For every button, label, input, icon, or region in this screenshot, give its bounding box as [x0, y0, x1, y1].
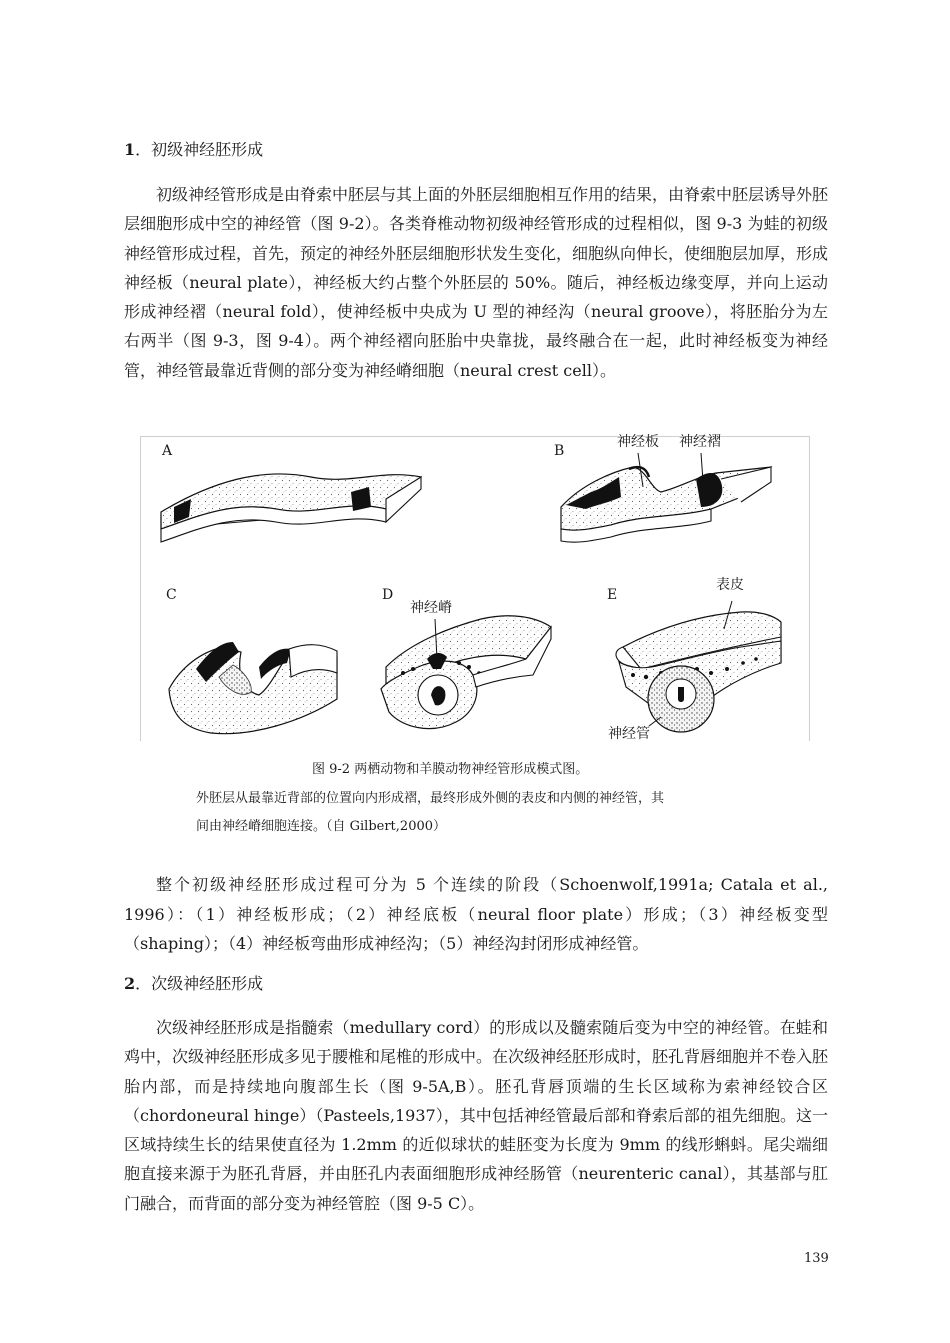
figure-caption-line-1: 外胚层从最靠近背部的位置向内形成褶，最终形成外侧的表皮和内侧的神经管，其: [196, 791, 665, 806]
stages-paragraph: 整个初级神经胚形成过程可分为 5 个连续的阶段（Schoenwolf,1991a; Catala et al., 1996）：（1）神经板形成；（2）神经底板（neural floor plate）形成；（3）神经板变型（shaping）；（4）神经板弯曲形成神经沟；（5）神经沟封闭形成神经管。: [124, 875, 828, 954]
section-1-heading: [124, 140, 263, 160]
section-2-paragraph: 次级神经胚形成是指髓索（medullary cord）的形成以及髓索随后变为中空的神经管。在蛙和鸡中，次级神经胚形成多见于腰椎和尾椎的形成中。在次级神经胚形成时，胚孔背唇细胞并不卷入胚胎内部，而是持续地向腹部生长（图 9-5A,B）。胚孔背唇顶端的生长区域称为索神经铰合区（chordoneural hinge）（Pasteels,1937），其中包括神经管最后部和脊索后部的祖先细胞。这一区域持续生长的结果使直径为 1.2mm 的近似球状的蛙胚变为长度为 9mm 的线形蝌蚪。尾尖端细胞直接来源于为胚孔背唇，并由胚孔内表面细胞形成神经肠管（neurenteric canal），其基部与肛门融合，而背面的部分变为神经管腔（图 9-5 C）。: [124, 1018, 829, 1213]
panel-c-label: C: [166, 587, 177, 603]
section-2-title: ．次级神经胚形成: [135, 974, 264, 993]
figure-9-2: [140, 436, 810, 741]
page-number: 139: [804, 1251, 829, 1266]
panel-a-label: A: [162, 443, 173, 459]
neural-tube-label: 神经管: [608, 726, 650, 742]
panel-b-illustration: [561, 453, 771, 542]
section-2-number: 2: [124, 974, 136, 993]
panel-e-illustration: [616, 601, 781, 732]
neural-fold-label: 神经褶: [679, 434, 721, 450]
section-2-heading: [124, 974, 263, 994]
panel-b-label: B: [554, 443, 565, 459]
neural-tube-diagram: [141, 437, 809, 742]
figure-caption-title: 图 9-2 两栖动物和羊膜动物神经管形成模式图。: [312, 762, 589, 777]
panel-d-illustration: [381, 616, 551, 729]
panel-a-illustration: [161, 474, 421, 542]
section-1-title: ．初级神经胚形成: [135, 140, 264, 159]
figure-caption-line-2: 间由神经嵴细胞连接。（自 Gilbert,2000）: [196, 819, 447, 834]
neural-plate-label: 神经板: [617, 434, 659, 450]
section-1-paragraph: 初级神经管形成是由脊索中胚层与其上面的外胚层细胞相互作用的结果，由脊索中胚层诱导外胚层细胞形成中空的神经管（图 9-2）。各类脊椎动物初级神经管形成的过程相似，图 9-3 为蛙的初级神经管形成过程，首先，预定的神经外胚层细胞形状发生变化，细胞纵向伸长，使细胞层加厚，形成神经板（neural plate），神经板大约占整个外胚层的 50%。随后，神经板边缘变厚，并向上运动形成神经褶（neural fold），使神经板中央成为 U 型的神经沟（neural groove），将胚胎分为左右两半（图 9-3，图 9-4）。两个神经褶向胚胎中央靠拢，最终融合在一起，此时神经板变为神经管，神经管最靠近背侧的部分变为神经嵴细胞（neural crest cell）。: [124, 185, 829, 380]
section-1-number: 1: [124, 140, 136, 159]
panel-d-label: D: [382, 587, 394, 603]
panel-e-label: E: [607, 587, 618, 603]
panel-c-illustration: [169, 642, 337, 734]
neural-crest-label: 神经嵴: [410, 600, 452, 616]
epidermis-label: 表皮: [716, 577, 744, 593]
